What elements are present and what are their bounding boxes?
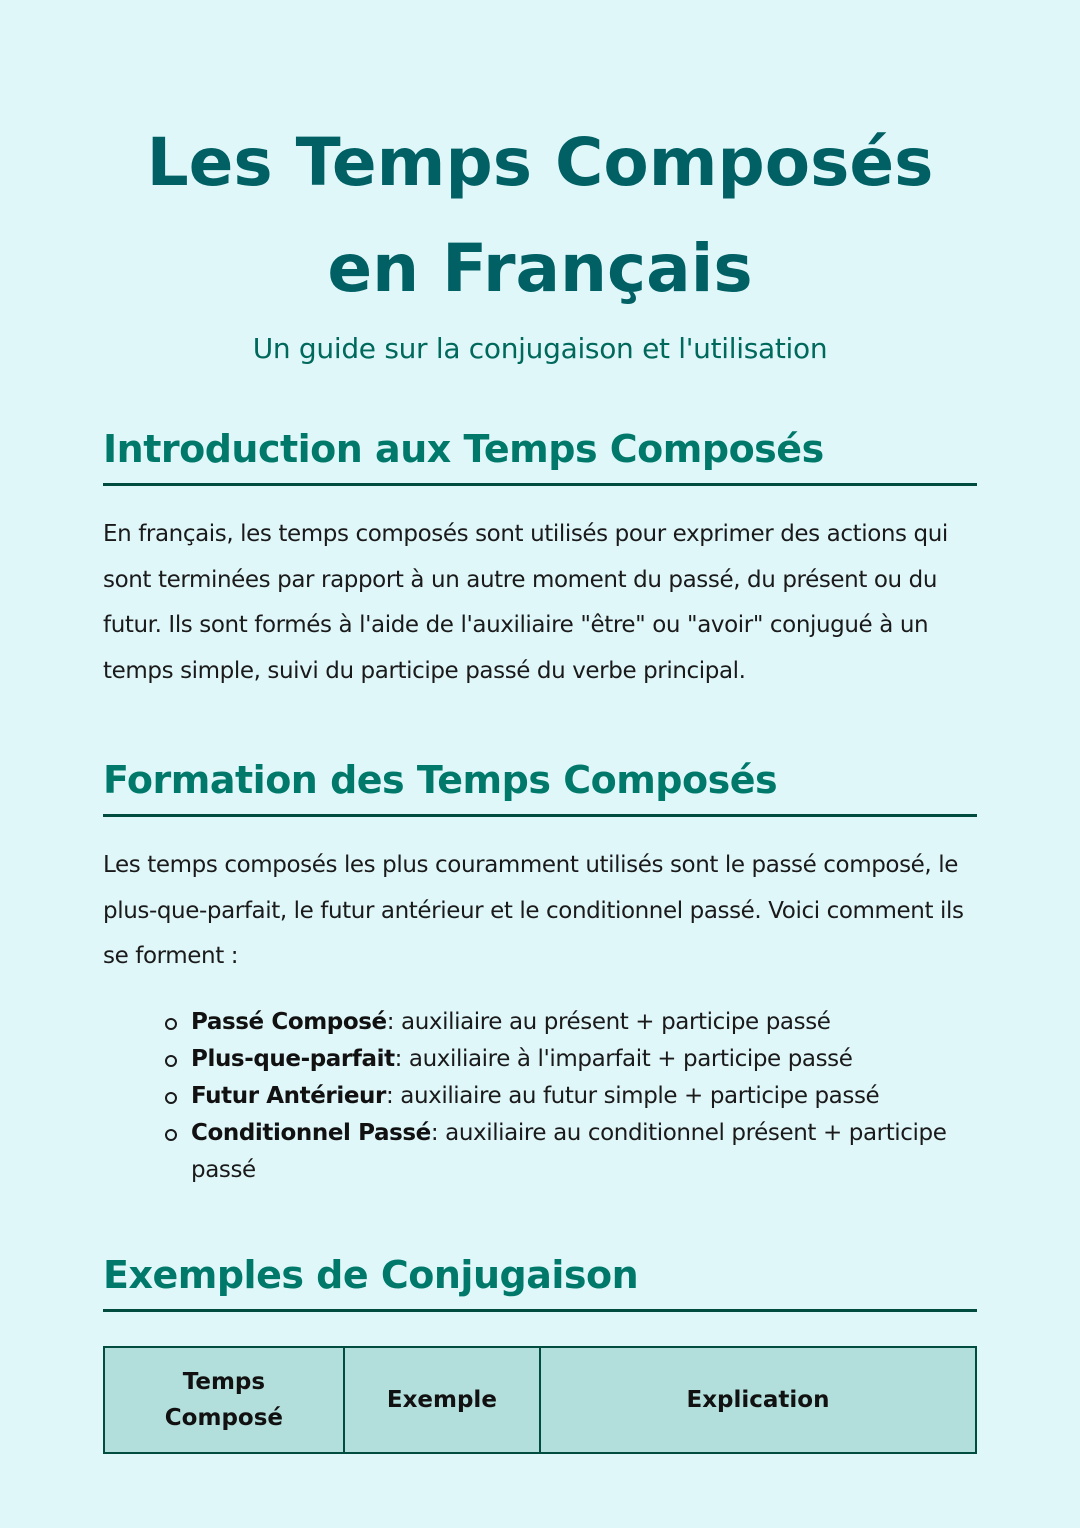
section-heading: Exemples de Conjugaison bbox=[103, 1253, 977, 1312]
column-header-temps: Temps Composé bbox=[104, 1347, 344, 1453]
column-header-exemple: Exemple bbox=[344, 1347, 540, 1453]
list-item-rule: : auxiliaire au futur simple + participe passé bbox=[385, 1082, 880, 1109]
list-item-term: Conditionnel Passé bbox=[191, 1119, 431, 1146]
list-item bbox=[191, 1004, 977, 1041]
list-item-term: Plus-que-parfait bbox=[191, 1045, 395, 1072]
list-item-term: Futur Antérieur bbox=[191, 1082, 386, 1109]
page-title bbox=[103, 110, 977, 322]
page-subtitle: Un guide sur la conjugaison et l'utilisation bbox=[252, 332, 828, 365]
section-heading: Introduction aux Temps Composés bbox=[103, 427, 977, 486]
list-item-rule: : auxiliaire au conditionnel présent + participe passé bbox=[191, 1119, 947, 1183]
list-item bbox=[191, 1078, 977, 1115]
table-header-row bbox=[104, 1347, 976, 1453]
column-header-explication: Explication bbox=[540, 1347, 976, 1453]
title-line-1: Les Temps Composés bbox=[146, 124, 934, 201]
section-heading: Formation des Temps Composés bbox=[103, 758, 977, 817]
circle-bullet-icon bbox=[165, 1129, 177, 1141]
section-introduction bbox=[103, 427, 977, 694]
document-page bbox=[103, 0, 977, 1454]
conjugation-table bbox=[103, 1346, 977, 1454]
list-item-term: Passé Composé bbox=[191, 1008, 387, 1035]
formation-paragraph: Les temps composés les plus couramment utilisés sont le passé composé, le plus-que-parfait, le futur antérieur et le conditionnel passé. Voici comment ils se forment : bbox=[103, 852, 964, 969]
circle-bullet-icon bbox=[165, 1018, 177, 1030]
list-item-rule: : auxiliaire à l'imparfait + participe passé bbox=[394, 1045, 853, 1072]
section-examples bbox=[103, 1253, 977, 1454]
intro-paragraph: En français, les temps composés sont utilisés pour exprimer des actions qui sont terminées par rapport à un autre moment du passé, du présent ou du futur. Ils sont formés à l'aide de l'auxiliaire "être" ou "avoir" conjugué à un temps simple, suivi du participe passé du verbe principal. bbox=[103, 521, 948, 684]
title-line-2: en Français bbox=[327, 230, 753, 307]
list-item bbox=[191, 1041, 977, 1078]
section-formation bbox=[103, 758, 977, 1189]
list-item-rule: : auxiliaire au présent + participe passé bbox=[386, 1008, 831, 1035]
formation-list bbox=[103, 1004, 977, 1189]
document-header bbox=[103, 110, 977, 365]
list-item bbox=[191, 1115, 977, 1189]
circle-bullet-icon bbox=[165, 1092, 177, 1104]
circle-bullet-icon bbox=[165, 1055, 177, 1067]
